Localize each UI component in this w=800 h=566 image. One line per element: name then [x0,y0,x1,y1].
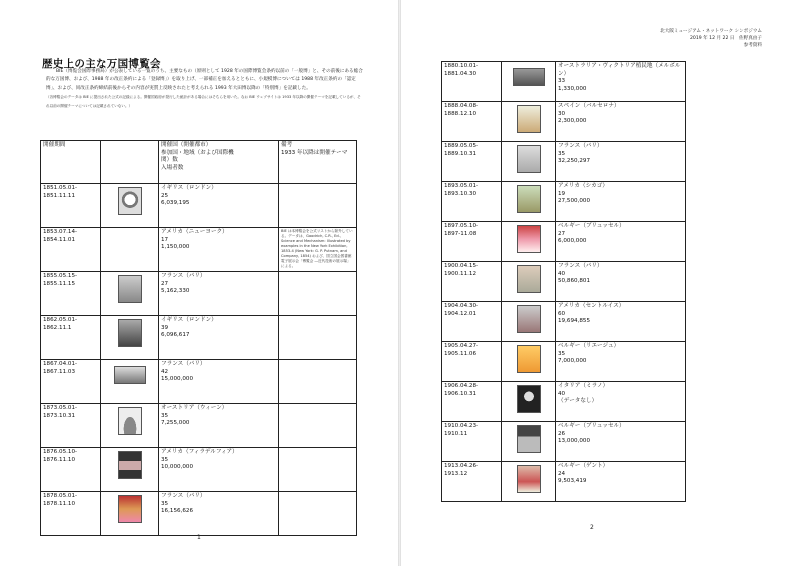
period-end: 1867.11.03 [43,368,76,375]
venue-cell [556,302,686,342]
header-line-event: 北大阪ミュージアム・ネットワーク シンポジウム [660,29,762,34]
venue-name: ベルギー（ブリュッセル） [558,223,625,229]
header-image [101,141,159,184]
venue-cell [159,404,279,448]
period-start: 1862.05.01- [43,317,78,323]
expo-poster-image [118,275,142,303]
image-cell [101,272,159,316]
venue-cell [556,102,686,142]
expo-table-left [40,140,357,536]
period-cell [442,462,502,502]
venue-cell [556,342,686,382]
remarks-cell [279,272,357,316]
table-row [442,462,760,502]
period-end: 1900.11.12 [444,270,477,277]
visitor-count: 1,330,000 [558,85,587,92]
expo-poster-image [517,145,541,173]
table-row [41,184,357,228]
participant-count: 24 [558,470,566,477]
visitor-count: 2,300,000 [558,118,587,125]
visitor-count: 5,162,330 [161,288,190,295]
image-cell [101,228,159,272]
period-cell [41,316,101,360]
participant-count: 33 [558,78,566,85]
intro-paragraph [46,68,364,110]
table-row [442,102,760,142]
venue-cell [159,228,279,272]
period-start: 1880.10.01- [444,63,479,69]
venue-name: アメリカ（フィラデルフィア） [161,449,238,455]
table-row [442,142,760,182]
table-row [442,262,760,302]
period-start: 1855.05.15- [43,273,78,279]
participant-count: 17 [161,236,169,243]
venue-cell [556,222,686,262]
page-title: 歴史上の主な万国博覧会 [42,58,161,70]
period-cell [41,448,101,492]
venue-name: イギリス（ロンドン） [161,185,217,191]
participant-count: 30 [558,110,566,117]
period-start: 1867.04.01- [43,361,78,367]
period-cell [442,382,502,422]
remarks-cell [279,316,357,360]
venue-cell [556,422,686,462]
remarks-cell: BIE は本博覧会を公式リストから除外している。データは、Goodrich, C.R., Ed., Science and Mechanism: Illustrated by examples in the New York Exhibition, 1853-4 (New York: G. P. Putnam, and Company, 1854) および、国立国会図書館電子展示会「博覧会 ―近代技術の展示場」による。 [279,228,357,272]
venue-cell [159,272,279,316]
visitor-count: （データなし） [558,398,598,405]
table-row [442,62,760,102]
period-start: 1910.04.23- [444,423,479,429]
period-end: 1906.10.31 [444,390,477,397]
image-cell [502,62,556,102]
visitor-count: 6,096,617 [161,332,190,339]
venue-name: ベルギー（ブリュッセル） [558,423,625,429]
table-row [41,316,357,360]
period-end: 1910.11 [444,430,468,437]
visitor-count: 9,503,419 [558,478,587,485]
period-cell [41,492,101,536]
period-end: 1851.11.11 [43,192,76,199]
page-header [632,28,762,49]
period-start: 1853.07.14- [43,229,78,235]
image-cell [502,462,556,502]
venue-name: ベルギー（ゲント） [558,463,609,469]
remarks-cell [279,184,357,228]
period-start: 1876.05.10- [43,449,78,455]
image-cell [101,360,159,404]
venue-name: アメリカ（シカゴ） [558,183,608,189]
image-cell [502,102,556,142]
remarks-cell [279,492,357,536]
visitor-count: 10,000,000 [161,464,194,471]
image-cell [502,382,556,422]
period-cell [442,262,502,302]
venue-name: フランス（パリ） [161,361,206,367]
venue-cell [159,360,279,404]
image-cell [502,182,556,222]
venue-name: フランス（パリ） [558,263,603,269]
period-start: 1913.04.26- [444,463,479,469]
image-cell [101,404,159,448]
period-start: 1873.05.01- [43,405,78,411]
venue-cell [556,142,686,182]
image-cell [502,302,556,342]
page-number: 1 [197,534,201,541]
period-end: 1913.12 [444,470,468,477]
venue-name: アメリカ（ニューヨーク） [161,229,228,235]
visitor-count: 27,500,000 [558,198,591,205]
venue-cell [159,448,279,492]
period-cell [41,272,101,316]
venue-name: イタリア（ミラノ） [558,383,609,389]
participant-count: 27 [558,230,566,237]
intro-note: （各博覧会のデータは BIE に提出された公式の記録による。開催国政府が発行した統計がある場合にはそちらを用いた。なお BIE ウェブサイトは 1933 年以降の開催テーマを記載しているが、それ以前の開催テーマについては記載されていない。） [46,95,361,108]
period-start: 1878.05.01- [43,493,78,499]
venue-name: イギリス（ロンドン） [161,317,217,323]
visitor-count: 6,000,000 [558,238,587,245]
venue-name: フランス（パリ） [558,143,603,149]
period-cell [442,182,502,222]
period-cell [442,102,502,142]
venue-name: フランス（パリ） [161,273,206,279]
header-period: 開催期間 [41,141,101,184]
participant-count: 35 [161,456,169,463]
venue-name: スペイン（バルセロナ） [558,103,620,109]
participant-count: 60 [558,310,566,317]
period-start: 1906.04.28- [444,383,479,389]
remarks-cell [279,404,357,448]
participant-count: 19 [558,190,566,197]
period-end: 1854.11.01 [43,236,76,243]
table-row [442,302,760,342]
period-cell [442,422,502,462]
participant-count: 39 [161,324,169,331]
visitor-count: 19,694,855 [558,318,591,325]
participant-count: 35 [161,412,169,419]
visitor-count: 50,860,801 [558,278,591,285]
period-start: 1897.05.10- [444,223,479,229]
period-cell [442,222,502,262]
period-cell [41,184,101,228]
table-row [442,382,760,422]
table-row [41,492,357,536]
venue-name: フランス（パリ） [161,493,206,499]
expo-poster-image [118,319,142,347]
period-end: 1893.10.30 [444,190,477,197]
participant-count: 35 [558,350,566,357]
period-end: 1862.11.1 [43,324,72,331]
participant-count: 42 [161,368,169,375]
period-start: 1904.04.30- [444,303,479,309]
remarks-cell [279,360,357,404]
participant-count: 35 [161,500,169,507]
expo-poster-image [517,265,541,293]
period-end: 1897-11.08 [444,230,477,237]
page-number: 2 [590,524,594,531]
table-row [41,272,357,316]
participant-count: 27 [161,280,169,287]
venue-cell [556,62,686,102]
expo-poster-image [517,425,541,453]
image-cell [502,222,556,262]
venue-cell [159,184,279,228]
period-cell [442,302,502,342]
participant-count: 40 [558,270,566,277]
period-end: 1873.10.31 [43,412,76,419]
period-end: 1878.11.10 [43,500,76,507]
remarks-cell [279,448,357,492]
venue-name: ベルギー（リエージュ） [558,343,620,349]
period-cell [41,228,101,272]
expo-poster-image [517,185,541,213]
expo-poster-image [118,187,142,215]
image-cell [502,422,556,462]
period-cell [442,62,502,102]
visitor-count: 16,156,626 [161,508,194,515]
period-start: 1905.04.27- [444,343,479,349]
expo-poster-image [114,366,146,384]
period-end: 1876.11.10 [43,456,76,463]
period-end: 1905.11.06 [444,350,477,357]
period-end: 1888.12.10 [444,110,477,117]
table-row [41,448,357,492]
venue-name: オーストリア（ウィーン） [161,405,228,411]
expo-poster-image [517,345,541,373]
visitor-count: 7,000,000 [558,358,587,365]
period-cell [41,404,101,448]
period-end: 1889.10.31 [444,150,477,157]
expo-poster-image [517,465,541,493]
expo-poster-image [517,225,541,253]
table-row [442,422,760,462]
header-remarks: 備考 1933 年以降は開催テーマ [279,141,357,184]
image-cell [502,262,556,302]
visitor-count: 32,250,297 [558,158,591,165]
participant-count: 25 [161,192,169,199]
visitor-count: 1,150,000 [161,244,190,251]
venue-cell [556,382,686,422]
table-header-row [41,141,357,184]
expo-table-right [441,61,760,502]
table-row [41,404,357,448]
expo-poster-image [118,451,142,479]
expo-poster-image [517,385,541,413]
participant-count: 35 [558,150,566,157]
period-start: 1893.05.01- [444,183,479,189]
expo-poster-image [517,105,541,133]
image-cell [101,184,159,228]
period-start: 1900.04.15- [444,263,479,269]
visitor-count: 7,255,000 [161,420,190,427]
visitor-count: 6,039,195 [161,200,190,207]
image-cell [101,316,159,360]
image-cell [101,492,159,536]
period-cell [41,360,101,404]
page-1 [0,0,398,566]
participant-count: 26 [558,430,566,437]
table-row [442,222,760,262]
expo-poster-image [513,68,545,86]
expo-poster-image [118,495,142,523]
table-row [442,182,760,222]
period-cell [442,342,502,382]
image-cell [502,342,556,382]
table-row [41,228,357,272]
venue-cell [556,462,686,502]
venue-cell [556,262,686,302]
intro-text: BIE（博覧会国際事務局）が公表している一覧のうち、主要なもの（原則として 1928 年の国際博覧会条約以前の「一般博」と、その前後にある総合的な万国博、および、1988 年の改正条約による「登録博」）を取り上げ、一部補正を加えるとともに、小規模博については 1988 年改正条約の「認定博」、および、同改正条約締結前後からその内容が実質上反映されたと考えられる 1993 年大田博以降の「特別博」を記載した。 [46,69,363,91]
expo-poster-image [517,305,541,333]
period-end: 1881.04.30 [444,70,477,77]
expo-poster-image [118,407,142,435]
venue-cell [159,316,279,360]
image-cell [502,142,556,182]
period-end: 1904.12.01 [444,310,477,317]
period-end: 1855.11.15 [43,280,76,287]
image-cell [101,448,159,492]
period-cell [442,142,502,182]
venue-name: アメリカ（セントルイス） [558,303,625,309]
venue-name: オーストラリア・ヴィクトリア植民地（メルボルン） [558,63,681,77]
table-row [442,342,760,382]
visitor-count: 13,000,000 [558,438,591,445]
period-start: 1889.05.05- [444,143,479,149]
venue-cell [159,492,279,536]
header-venue: 開催国（開催都市） 参加国・地域（および国際機 関）数 入場者数 [159,141,279,184]
venue-cell [556,182,686,222]
table-row [41,360,357,404]
period-start: 1888.04.08- [444,103,479,109]
participant-count: 40 [558,390,566,397]
period-start: 1851.05.01- [43,185,78,191]
header-line-date-author: 2019 年 12 月 22 日 佐野真由子 [689,36,762,41]
visitor-count: 15,000,000 [161,376,194,383]
header-line-label: 参考資料 [743,43,762,48]
